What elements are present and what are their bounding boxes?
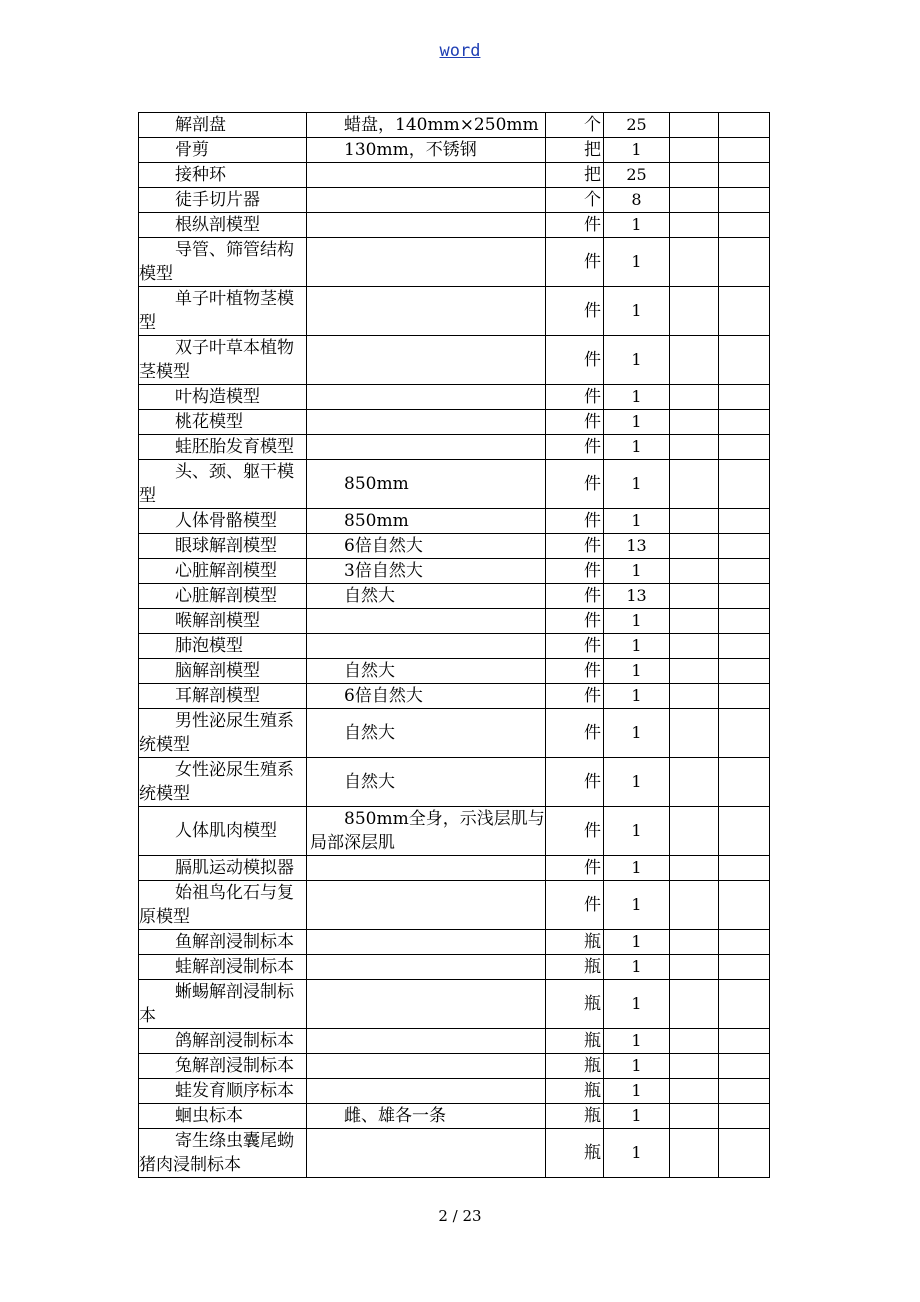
table-row	[139, 881, 770, 930]
blank-cell	[670, 709, 719, 758]
item-spec-cell: 自然大	[307, 758, 546, 807]
blank-cell	[719, 709, 770, 758]
item-qty-cell: 1	[604, 1104, 670, 1129]
item-spec-cell: 850mm	[307, 509, 546, 534]
table-row	[139, 684, 770, 709]
item-spec-cell	[307, 163, 546, 188]
table-row	[139, 287, 770, 336]
blank-cell	[670, 559, 719, 584]
item-name-cell: 人体骨骼模型	[139, 509, 307, 534]
blank-cell	[719, 609, 770, 634]
blank-cell	[670, 584, 719, 609]
item-spec-cell	[307, 287, 546, 336]
page-header	[0, 41, 920, 61]
item-spec-cell	[307, 188, 546, 213]
blank-cell	[719, 113, 770, 138]
blank-cell	[719, 509, 770, 534]
item-spec-cell	[307, 435, 546, 460]
item-unit-cell: 件	[546, 238, 604, 287]
item-unit-cell: 件	[546, 609, 604, 634]
item-unit-cell: 件	[546, 410, 604, 435]
item-spec-cell	[307, 336, 546, 385]
blank-cell	[719, 634, 770, 659]
word-link[interactable]: word	[439, 41, 481, 61]
blank-cell	[719, 559, 770, 584]
item-qty-cell: 1	[604, 1129, 670, 1178]
item-name-cell: 徒手切片器	[139, 188, 307, 213]
table-row	[139, 385, 770, 410]
blank-cell	[719, 881, 770, 930]
item-name-cell: 单子叶植物茎模型	[139, 287, 307, 336]
item-qty-cell: 1	[604, 609, 670, 634]
item-unit-cell: 件	[546, 336, 604, 385]
item-spec-cell	[307, 856, 546, 881]
table-row	[139, 336, 770, 385]
item-spec-cell	[307, 634, 546, 659]
equipment-table	[138, 112, 770, 1178]
blank-cell	[670, 336, 719, 385]
blank-cell	[719, 1129, 770, 1178]
table-row	[139, 163, 770, 188]
item-unit-cell: 件	[546, 881, 604, 930]
blank-cell	[719, 758, 770, 807]
item-unit-cell: 件	[546, 534, 604, 559]
item-unit-cell: 瓶	[546, 1054, 604, 1079]
blank-cell	[670, 238, 719, 287]
item-unit-cell: 瓶	[546, 930, 604, 955]
item-unit-cell: 件	[546, 758, 604, 807]
item-spec-cell	[307, 1129, 546, 1178]
item-unit-cell: 件	[546, 435, 604, 460]
blank-cell	[719, 188, 770, 213]
blank-cell	[670, 856, 719, 881]
item-spec-cell	[307, 881, 546, 930]
item-qty-cell: 1	[604, 1054, 670, 1079]
item-spec-cell	[307, 1054, 546, 1079]
blank-cell	[719, 163, 770, 188]
item-unit-cell: 件	[546, 287, 604, 336]
blank-cell	[670, 287, 719, 336]
item-spec-cell: 自然大	[307, 584, 546, 609]
table-row	[139, 509, 770, 534]
blank-cell	[670, 980, 719, 1029]
blank-cell	[719, 410, 770, 435]
item-spec-cell	[307, 410, 546, 435]
item-qty-cell: 13	[604, 584, 670, 609]
item-name-cell: 女性泌尿生殖系统模型	[139, 758, 307, 807]
item-qty-cell: 1	[604, 435, 670, 460]
item-spec-cell: 6倍自然大	[307, 684, 546, 709]
item-name-cell: 眼球解剖模型	[139, 534, 307, 559]
blank-cell	[670, 955, 719, 980]
item-qty-cell: 25	[604, 113, 670, 138]
blank-cell	[719, 856, 770, 881]
item-qty-cell: 1	[604, 213, 670, 238]
item-spec-cell	[307, 980, 546, 1029]
table-row	[139, 113, 770, 138]
blank-cell	[719, 684, 770, 709]
item-name-cell: 鸽解剖浸制标本	[139, 1029, 307, 1054]
table-row	[139, 856, 770, 881]
table-row	[139, 1104, 770, 1129]
blank-cell	[719, 534, 770, 559]
item-name-cell: 心脏解剖模型	[139, 559, 307, 584]
item-unit-cell: 把	[546, 163, 604, 188]
item-name-cell: 男性泌尿生殖系统模型	[139, 709, 307, 758]
item-spec-cell	[307, 385, 546, 410]
blank-cell	[719, 213, 770, 238]
item-unit-cell: 把	[546, 138, 604, 163]
item-unit-cell: 件	[546, 385, 604, 410]
item-qty-cell: 1	[604, 385, 670, 410]
item-qty-cell: 1	[604, 659, 670, 684]
table-row	[139, 1054, 770, 1079]
table-row	[139, 709, 770, 758]
item-unit-cell: 件	[546, 509, 604, 534]
item-unit-cell: 件	[546, 584, 604, 609]
item-spec-cell: 蜡盘，140mm×250mm	[307, 113, 546, 138]
table-row	[139, 410, 770, 435]
item-qty-cell: 13	[604, 534, 670, 559]
table-row	[139, 460, 770, 509]
item-unit-cell: 件	[546, 709, 604, 758]
item-spec-cell: 130mm，不锈钢	[307, 138, 546, 163]
table-row	[139, 758, 770, 807]
blank-cell	[719, 435, 770, 460]
item-qty-cell: 1	[604, 460, 670, 509]
table-row	[139, 634, 770, 659]
item-spec-cell: 雌、雄各一条	[307, 1104, 546, 1129]
item-spec-cell	[307, 1029, 546, 1054]
blank-cell	[719, 930, 770, 955]
blank-cell	[670, 138, 719, 163]
table-row	[139, 584, 770, 609]
table-row	[139, 609, 770, 634]
blank-cell	[719, 1029, 770, 1054]
blank-cell	[670, 758, 719, 807]
blank-cell	[670, 1079, 719, 1104]
item-spec-cell	[307, 930, 546, 955]
item-unit-cell: 件	[546, 213, 604, 238]
table-row	[139, 955, 770, 980]
table-row	[139, 980, 770, 1029]
table-row	[139, 534, 770, 559]
item-name-cell: 蜥蜴解剖浸制标本	[139, 980, 307, 1029]
page-number: 2 / 23	[438, 1207, 482, 1225]
item-qty-cell: 1	[604, 336, 670, 385]
blank-cell	[719, 807, 770, 856]
item-name-cell: 蛙解剖浸制标本	[139, 955, 307, 980]
item-unit-cell: 瓶	[546, 1129, 604, 1178]
table-row	[139, 930, 770, 955]
blank-cell	[670, 410, 719, 435]
item-qty-cell: 1	[604, 138, 670, 163]
item-name-cell: 叶构造模型	[139, 385, 307, 410]
table-row	[139, 659, 770, 684]
table-row	[139, 188, 770, 213]
blank-cell	[670, 684, 719, 709]
item-name-cell: 蛔虫标本	[139, 1104, 307, 1129]
item-name-cell: 鱼解剖浸制标本	[139, 930, 307, 955]
blank-cell	[719, 1054, 770, 1079]
blank-cell	[670, 609, 719, 634]
item-unit-cell: 件	[546, 856, 604, 881]
item-spec-cell	[307, 609, 546, 634]
item-unit-cell: 件	[546, 460, 604, 509]
blank-cell	[670, 930, 719, 955]
blank-cell	[719, 955, 770, 980]
item-spec-cell: 3倍自然大	[307, 559, 546, 584]
blank-cell	[670, 163, 719, 188]
item-qty-cell: 1	[604, 559, 670, 584]
item-unit-cell: 瓶	[546, 955, 604, 980]
item-name-cell: 桃花模型	[139, 410, 307, 435]
item-qty-cell: 1	[604, 634, 670, 659]
item-qty-cell: 1	[604, 807, 670, 856]
item-qty-cell: 1	[604, 684, 670, 709]
blank-cell	[670, 1029, 719, 1054]
table-row	[139, 213, 770, 238]
item-unit-cell: 件	[546, 659, 604, 684]
item-spec-cell: 850mm	[307, 460, 546, 509]
item-unit-cell: 件	[546, 559, 604, 584]
blank-cell	[670, 807, 719, 856]
blank-cell	[719, 584, 770, 609]
item-unit-cell: 瓶	[546, 1029, 604, 1054]
blank-cell	[670, 509, 719, 534]
table-row	[139, 1029, 770, 1054]
item-unit-cell: 瓶	[546, 1079, 604, 1104]
item-spec-cell	[307, 238, 546, 287]
item-name-cell: 蛙胚胎发育模型	[139, 435, 307, 460]
blank-cell	[670, 435, 719, 460]
item-name-cell: 脑解剖模型	[139, 659, 307, 684]
table-row	[139, 559, 770, 584]
item-unit-cell: 瓶	[546, 1104, 604, 1129]
item-name-cell: 人体肌肉模型	[139, 807, 307, 856]
item-name-cell: 心脏解剖模型	[139, 584, 307, 609]
blank-cell	[670, 534, 719, 559]
blank-cell	[670, 634, 719, 659]
item-name-cell: 头、颈、躯干模型	[139, 460, 307, 509]
blank-cell	[719, 1104, 770, 1129]
blank-cell	[719, 336, 770, 385]
item-name-cell: 耳解剖模型	[139, 684, 307, 709]
blank-cell	[670, 659, 719, 684]
item-unit-cell: 个	[546, 113, 604, 138]
item-name-cell: 寄生绦虫囊尾蚴猪肉浸制标本	[139, 1129, 307, 1178]
item-qty-cell: 1	[604, 856, 670, 881]
table-row	[139, 435, 770, 460]
item-qty-cell: 1	[604, 881, 670, 930]
item-qty-cell: 1	[604, 1079, 670, 1104]
item-spec-cell	[307, 955, 546, 980]
item-spec-cell: 自然大	[307, 709, 546, 758]
item-name-cell: 肺泡模型	[139, 634, 307, 659]
table-row	[139, 1129, 770, 1178]
blank-cell	[670, 1104, 719, 1129]
item-unit-cell: 件	[546, 634, 604, 659]
item-qty-cell: 1	[604, 238, 670, 287]
blank-cell	[719, 659, 770, 684]
blank-cell	[719, 238, 770, 287]
item-qty-cell: 1	[604, 287, 670, 336]
item-name-cell: 接种环	[139, 163, 307, 188]
blank-cell	[719, 138, 770, 163]
item-name-cell: 兔解剖浸制标本	[139, 1054, 307, 1079]
blank-cell	[670, 1129, 719, 1178]
item-name-cell: 喉解剖模型	[139, 609, 307, 634]
table-row	[139, 238, 770, 287]
item-qty-cell: 1	[604, 410, 670, 435]
table-row	[139, 1079, 770, 1104]
blank-cell	[670, 460, 719, 509]
item-qty-cell: 25	[604, 163, 670, 188]
item-unit-cell: 瓶	[546, 980, 604, 1029]
table-row	[139, 807, 770, 856]
item-spec-cell: 自然大	[307, 659, 546, 684]
item-qty-cell: 1	[604, 1029, 670, 1054]
blank-cell	[719, 287, 770, 336]
item-name-cell: 膈肌运动模拟器	[139, 856, 307, 881]
item-name-cell: 蛙发育顺序标本	[139, 1079, 307, 1104]
item-unit-cell: 件	[546, 807, 604, 856]
blank-cell	[670, 188, 719, 213]
item-unit-cell: 件	[546, 684, 604, 709]
item-name-cell: 根纵剖模型	[139, 213, 307, 238]
item-spec-cell	[307, 213, 546, 238]
item-name-cell: 双子叶草本植物茎模型	[139, 336, 307, 385]
item-qty-cell: 1	[604, 930, 670, 955]
item-spec-cell: 6倍自然大	[307, 534, 546, 559]
item-qty-cell: 8	[604, 188, 670, 213]
item-spec-cell	[307, 1079, 546, 1104]
item-qty-cell: 1	[604, 955, 670, 980]
item-qty-cell: 1	[604, 758, 670, 807]
item-spec-cell: 850mm全身，示浅层肌与局部深层肌	[307, 807, 546, 856]
blank-cell	[670, 385, 719, 410]
item-name-cell: 解剖盘	[139, 113, 307, 138]
item-qty-cell: 1	[604, 709, 670, 758]
item-name-cell: 骨剪	[139, 138, 307, 163]
item-unit-cell: 个	[546, 188, 604, 213]
table-row	[139, 138, 770, 163]
blank-cell	[670, 1054, 719, 1079]
blank-cell	[670, 113, 719, 138]
blank-cell	[719, 460, 770, 509]
blank-cell	[719, 385, 770, 410]
item-name-cell: 导管、筛管结构模型	[139, 238, 307, 287]
blank-cell	[719, 980, 770, 1029]
blank-cell	[719, 1079, 770, 1104]
table-body	[139, 113, 770, 1178]
item-qty-cell: 1	[604, 509, 670, 534]
blank-cell	[670, 213, 719, 238]
blank-cell	[670, 881, 719, 930]
item-qty-cell: 1	[604, 980, 670, 1029]
item-name-cell: 始祖鸟化石与复原模型	[139, 881, 307, 930]
